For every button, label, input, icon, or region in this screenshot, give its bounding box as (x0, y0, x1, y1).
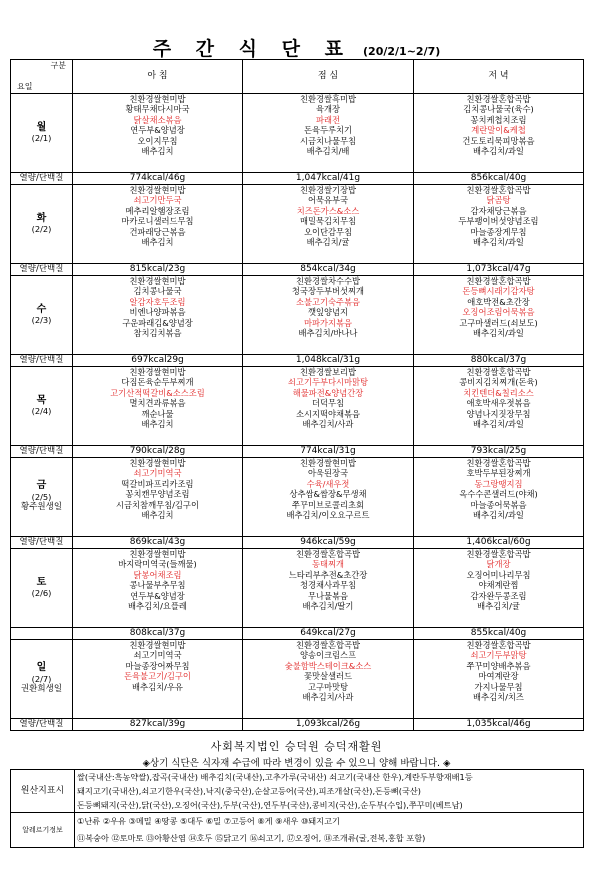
menu-item: 마늘종장게무침 (470, 226, 527, 237)
breakfast-cell (73, 549, 243, 628)
header-row (11, 60, 584, 94)
menu-item: 건파래당근볶음 (129, 226, 186, 237)
menu-item: 쭈꾸미양배추볶음 (466, 660, 531, 671)
kcal-value: 1,048kcal/31g (243, 355, 414, 367)
menu-item: 배추김치 (141, 510, 174, 521)
kcal-row (11, 719, 584, 731)
menu-item: 청경채사과무침 (299, 580, 357, 591)
menu-item: 소불고기숙주볶음 (295, 296, 361, 307)
menu-item: 떡갈비파프리카조림 (121, 478, 194, 489)
menu-item: 건도토리묵피망볶음 (462, 135, 535, 146)
day-date: (2/3) (31, 315, 52, 325)
menu-item: 고구마샐러드(쇠보도) (459, 317, 538, 328)
kcal-label: 열량/단백질 (11, 719, 73, 731)
menu-item: 돈등뼈시래기감자탕 (462, 286, 535, 297)
info-table (10, 769, 584, 848)
day-cell (11, 640, 73, 719)
menu-item: 오이단감무침 (303, 226, 353, 237)
menu-item: 황태무채다시마국 (125, 104, 190, 115)
allergy-line: ⑪복숭아 ⑫토마토 ⑬아황산염 ⑭호두 ⑮닭고기 ⑯쇠고기, ⑰오징어, ⑱조개류(굴,전복,홍합 포함) (77, 833, 426, 843)
title-text: 주 간 식 단 표 (152, 38, 352, 60)
menu-item: 감자채당근볶음 (470, 205, 527, 216)
day-name: 토 (36, 576, 47, 588)
breakfast-cell (73, 185, 243, 264)
day-note: 권환희생일 (20, 684, 63, 695)
menu-item: 친환경쌀혼합곡밥 (295, 549, 361, 559)
menu-item: 쇠고기미역국 (133, 650, 182, 661)
menu-item: 쇠고기미역국 (133, 468, 182, 479)
dinner-cell (414, 458, 584, 537)
menu-item: 육개장 (315, 104, 341, 115)
menu-item: 닭살채소볶음 (133, 114, 182, 125)
kcal-value: 815kcal/23g (73, 264, 243, 276)
menu-item: 감자완두콩조림 (470, 590, 527, 601)
menu-item: 연두부&양념장 (130, 125, 185, 136)
dinner-cell (414, 276, 584, 355)
menu-item: 배추김치/과일 (473, 419, 524, 430)
day-row (11, 276, 584, 355)
menu-item: 알감자호두조림 (129, 296, 186, 307)
lunch-cell (243, 94, 414, 173)
menu-item: 친환경쌀혼합곡밥 (466, 185, 531, 195)
menu-item: 쇠고기두부맑탕 (470, 650, 527, 661)
origin-label: 원산지표시 (11, 770, 75, 813)
day-name: 수 (36, 303, 47, 315)
menu-item: 쭈꾸미브로콜리초회 (291, 499, 365, 510)
day-row (11, 367, 584, 446)
menu-item: 연두부&양념장 (130, 590, 185, 601)
menu-item: 시금치나물무침 (299, 135, 357, 146)
menu-item: 청국장두부버섯찌개 (291, 286, 365, 297)
kcal-row (11, 446, 584, 458)
menu-item: 파래전 (315, 114, 341, 125)
menu-item: 꽃맛살샐러드 (303, 671, 353, 682)
menu-item: 친환경쌀현미밥 (129, 640, 186, 650)
menu-item: 친환경쌀혼합곡밥 (466, 276, 531, 286)
menu-item: 마파가지볶음 (303, 317, 353, 328)
menu-item: 수육/새우젓 (306, 478, 350, 489)
kcal-value: 697kcal29g (73, 355, 243, 367)
menu-item: 가지나물무침 (474, 681, 523, 692)
day-name: 화 (36, 212, 47, 224)
menu-item: 배추김치/우유 (132, 681, 183, 692)
menu-item: 친환경쌀혼합곡밥 (466, 458, 531, 468)
menu-item: 마카로니샐러드무침 (121, 216, 194, 227)
kcal-value: 1,406kcal/60g (414, 537, 584, 549)
kcal-value: 1,035kcal/46g (414, 719, 584, 731)
origin-line: 쌀(국내산:흑농약쌀),잡곡(국내산) 배추김치(국내산),고추가루(국내산) 쇠고기(국내산 한우),계란두부향재배1등 (77, 772, 473, 782)
day-row (11, 94, 584, 173)
lunch-cell (243, 185, 414, 264)
corner-top-label: 구분 (50, 61, 66, 70)
day-date: (2/5) (31, 491, 52, 502)
breakfast-cell (73, 276, 243, 355)
menu-item: 마늘종어묵볶음 (470, 499, 527, 510)
day-date: (2/7) (31, 673, 52, 684)
kcal-row (11, 355, 584, 367)
day-cell (11, 367, 73, 446)
lunch-cell (243, 458, 414, 537)
day-name: 금 (36, 480, 47, 492)
menu-item: 배추김치 (141, 146, 174, 157)
menu-item: 친환경쌀현미밥 (129, 458, 186, 468)
kcal-value: 649kcal/27g (243, 628, 414, 640)
menu-item: 친환경쌀혼합곡밥 (295, 640, 361, 650)
day-cell (11, 185, 73, 264)
day-row (11, 640, 584, 719)
change-notice: ◈상기 식단은 식자재 수급에 따라 변경이 있을 수 있으니 양해 바랍니다. ◈ (142, 758, 451, 769)
menu-item: 김치콩나물국 (133, 286, 182, 297)
corner-bottom-label: 요일 (17, 81, 33, 91)
menu-item: 계란말이&케첩 (471, 125, 526, 136)
breakfast-cell (73, 94, 243, 173)
page-title (0, 34, 593, 61)
day-date: (2/6) (31, 588, 52, 598)
lunch-cell (243, 549, 414, 628)
menu-item: 콩나물부추무침 (129, 580, 186, 591)
menu-item: 고구마맛탕 (307, 681, 349, 692)
allergy-label: 알레르기정보 (11, 813, 75, 848)
day-note: 황주원생일 (20, 502, 63, 513)
menu-item: 쇠고기만두국 (133, 195, 182, 206)
kcal-value: 1,093kcal/26g (243, 719, 414, 731)
menu-item: 다짐돈육순두부찌개 (121, 377, 194, 388)
kcal-value: 946kcal/59g (243, 537, 414, 549)
menu-item: 돈육두루치기 (303, 125, 353, 136)
day-date: (2/1) (31, 133, 52, 143)
menu-item: 아욱된장국 (307, 468, 349, 479)
lunch-header: 점 심 (243, 60, 414, 94)
lunch-cell (243, 640, 414, 719)
menu-item: 배추김치/사과 (302, 419, 354, 430)
menu-item: 비엔나양파볶음 (129, 307, 186, 318)
menu-item: 동그랑땡지짐 (474, 478, 523, 489)
menu-item: 쇠고기두부다시마맑탕 (287, 377, 369, 388)
kcal-label: 열량/단백질 (11, 173, 73, 185)
menu-item: 친환경쌀혼합곡밥 (466, 94, 531, 104)
kcal-value: 869kcal/43g (73, 537, 243, 549)
kcal-value: 1,073kcal/47g (414, 264, 584, 276)
day-name: 목 (36, 394, 47, 406)
kcal-value: 790kcal/28g (73, 446, 243, 458)
menu-item: 멸치견과류볶음 (129, 398, 186, 409)
menu-item: 더덕무침 (311, 398, 345, 409)
origin-line: 돈등뼈돼지(국산),닭(국산),오징어(국산),두부(국산),연두부(국산),콩비지(국산),순두부(수입),쭈꾸미(베트남) (77, 800, 463, 810)
menu-item: 애호박새우젓볶음 (466, 398, 531, 409)
breakfast-header: 아 침 (73, 60, 243, 94)
menu-item: 친환경쌀차수수밥 (295, 276, 361, 286)
menu-item: 콩비지김치찌개(돈육) (459, 377, 538, 388)
kcal-label: 열량/단백질 (11, 355, 73, 367)
menu-item: 어묵유부국 (307, 195, 349, 206)
menu-item: 친환경쌀현미밥 (129, 276, 186, 286)
menu-item: 배추김치/귤 (306, 237, 350, 248)
menu-item: 상추쌈&쌈장&무생채 (289, 489, 367, 500)
menu-item: 친환경쌀흑미밥 (299, 94, 357, 104)
origin-line: 돼지고기(국내산),쇠고기한우(국산),낙지(중국산),순살고등어(국산),피조개살(국산),돈등뼈(국산) (77, 786, 421, 796)
day-name: 일 (36, 662, 47, 674)
menu-item: 배추김치/과일 (473, 510, 524, 521)
kcal-value: 855kcal/40g (414, 628, 584, 640)
menu-item: 배추김치/치즈 (473, 692, 524, 703)
menu-item: 오징어미나리무침 (466, 569, 531, 580)
day-row (11, 185, 584, 264)
lunch-cell (243, 276, 414, 355)
kcal-value: 774kcal/31g (243, 446, 414, 458)
menu-item: 깨순나물 (141, 408, 174, 419)
menu-item: 친환경쌀혼합곡밥 (466, 640, 531, 650)
menu-item: 돈육불고기/김구이 (124, 671, 191, 682)
organization-name: 사회복지법인 승덕원 승덕재활원 (210, 740, 383, 753)
menu-item: 배추김치/바나나 (298, 328, 358, 339)
dinner-cell (414, 94, 584, 173)
day-cell (11, 549, 73, 628)
day-date: (2/2) (31, 224, 52, 234)
kcal-row (11, 173, 584, 185)
dinner-cell (414, 549, 584, 628)
menu-item: 배추김치 (141, 419, 174, 430)
kcal-value: 827kcal/39g (73, 719, 243, 731)
day-name: 월 (36, 121, 47, 133)
menu-item: 고기산적떡갈비&소스조림 (110, 387, 205, 398)
breakfast-cell (73, 640, 243, 719)
breakfast-cell (73, 367, 243, 446)
day-row (11, 458, 584, 537)
menu-item: 애호박전&초간장 (467, 296, 530, 307)
menu-item: 친환경쌀혼합곡밥 (466, 549, 531, 559)
menu-item: 야채계란찜 (478, 580, 519, 591)
menu-item: 양송이크림스프 (299, 650, 357, 661)
menu-item: 시금치참깨무침/김구이 (116, 499, 199, 510)
menu-item: 배추김치/과일 (473, 146, 524, 157)
day-cell (11, 276, 73, 355)
lunch-cell (243, 367, 414, 446)
menu-item: 배추김치/요플레 (128, 601, 187, 612)
menu-item: 치즈돈가스&소스 (296, 205, 360, 216)
allergy-row (11, 813, 584, 848)
menu-item: 옥수수콘샐러드(야채) (459, 489, 538, 500)
day-cell (11, 458, 73, 537)
menu-item: 친환경쌀현미밥 (129, 367, 186, 377)
menu-item: 마여계란장 (478, 671, 519, 682)
origin-content (75, 770, 584, 813)
menu-item: 두부팽이버섯양념조림 (458, 216, 539, 227)
menu-item: 오징어조림어묵볶음 (462, 307, 535, 318)
menu-item: 깻잎양념지 (307, 307, 349, 318)
menu-item: 매밀묵김치무침 (299, 216, 357, 227)
kcal-row (11, 264, 584, 276)
menu-item: 오이지무침 (137, 135, 178, 146)
kcal-value: 774kcal/46g (73, 173, 243, 185)
menu-item: 구운파래김&양념장 (122, 317, 193, 328)
kcal-label: 열량/단백질 (11, 537, 73, 549)
menu-item: 소시지떡야채볶음 (295, 408, 361, 419)
menu-item: 호박두부된장찌개 (466, 468, 531, 479)
breakfast-cell (73, 458, 243, 537)
kcal-label: 열량/단백질 (11, 264, 73, 276)
menu-item: 꽁치캔무양념조림 (125, 489, 190, 500)
kcal-label: 열량/단백질 (11, 446, 73, 458)
menu-item: 마늘종장어짜무침 (125, 660, 190, 671)
menu-item: 배추김치 (141, 237, 174, 248)
allergy-content (75, 813, 584, 848)
kcal-value: 808kcal/37g (73, 628, 243, 640)
menu-item: 배추김치/과일 (473, 328, 524, 339)
menu-item: 양념나지짓장무침 (466, 408, 531, 419)
menu-item: 바지락미역국(들깨물) (118, 559, 197, 570)
title-period: (20/2/1~2/7) (363, 45, 441, 58)
menu-item: 친환경쌀보리밥 (299, 367, 357, 377)
menu-item: 닭곰탕 (486, 195, 511, 206)
menu-item: 배추김치/귤 (477, 601, 520, 612)
kcal-value: 880kcal/37g (414, 355, 584, 367)
menu-item: 배추김치/과일 (473, 237, 524, 248)
menu-item: 친환경쌀현미밥 (299, 458, 357, 468)
allergy-line: ①난류 ②우유 ③메밀 ④땅콩 ⑤대두 ⑥밀 ⑦고등어 ⑧게 ⑨새우 ⑩돼지고기 (77, 816, 340, 826)
kcal-label (11, 628, 73, 640)
corner-header (11, 60, 73, 94)
menu-item: 친환경쌀현미밥 (129, 549, 186, 559)
menu-item: 친환경쌀혼합곡밥 (466, 367, 531, 377)
day-date: (2/4) (31, 406, 52, 416)
kcal-row (11, 628, 584, 640)
kcal-row (11, 537, 584, 549)
menu-item: 해물파전&양념간장 (292, 387, 364, 398)
menu-item: 배추김치/딸기 (302, 601, 354, 612)
menu-item: 친환경쌀기장밥 (299, 185, 357, 195)
menu-item: 숯불함박스테이크&소스 (284, 660, 372, 671)
menu-item: 친환경쌀현미밥 (129, 94, 186, 104)
kcal-value: 793kcal/25g (414, 446, 584, 458)
weekly-menu-table (10, 59, 584, 731)
menu-item: 닭개장 (486, 559, 511, 570)
menu-item: 친환경쌀현미밥 (129, 185, 186, 195)
dinner-header: 저 녁 (414, 60, 584, 94)
menu-item: 배추김치/배 (306, 146, 350, 157)
menu-item: 무나물볶음 (307, 590, 349, 601)
kcal-value: 1,047kcal/41g (243, 173, 414, 185)
kcal-value: 856kcal/40g (414, 173, 584, 185)
menu-item: 배추김치/이오요구르트 (286, 510, 370, 521)
kcal-value: 854kcal/34g (243, 264, 414, 276)
origin-row (11, 770, 584, 813)
menu-item: 닭봉어채조림 (133, 569, 182, 580)
day-cell (11, 94, 73, 173)
menu-item: 동태찌개 (311, 559, 345, 570)
dinner-cell (414, 367, 584, 446)
menu-item: 메추리알햄장조림 (125, 205, 190, 216)
dinner-cell (414, 640, 584, 719)
menu-item: 김치콩나물국(육수) (463, 104, 534, 115)
menu-item: 느타리부추전&초간장 (288, 569, 368, 580)
menu-item: 꽁치케첩치조림 (470, 114, 527, 125)
menu-item: 참치김치볶음 (133, 328, 182, 339)
dinner-cell (414, 185, 584, 264)
menu-item: 치킨텐더&칠리소스 (463, 387, 534, 398)
menu-item: 배추김치/사과 (302, 692, 354, 703)
day-row (11, 549, 584, 628)
